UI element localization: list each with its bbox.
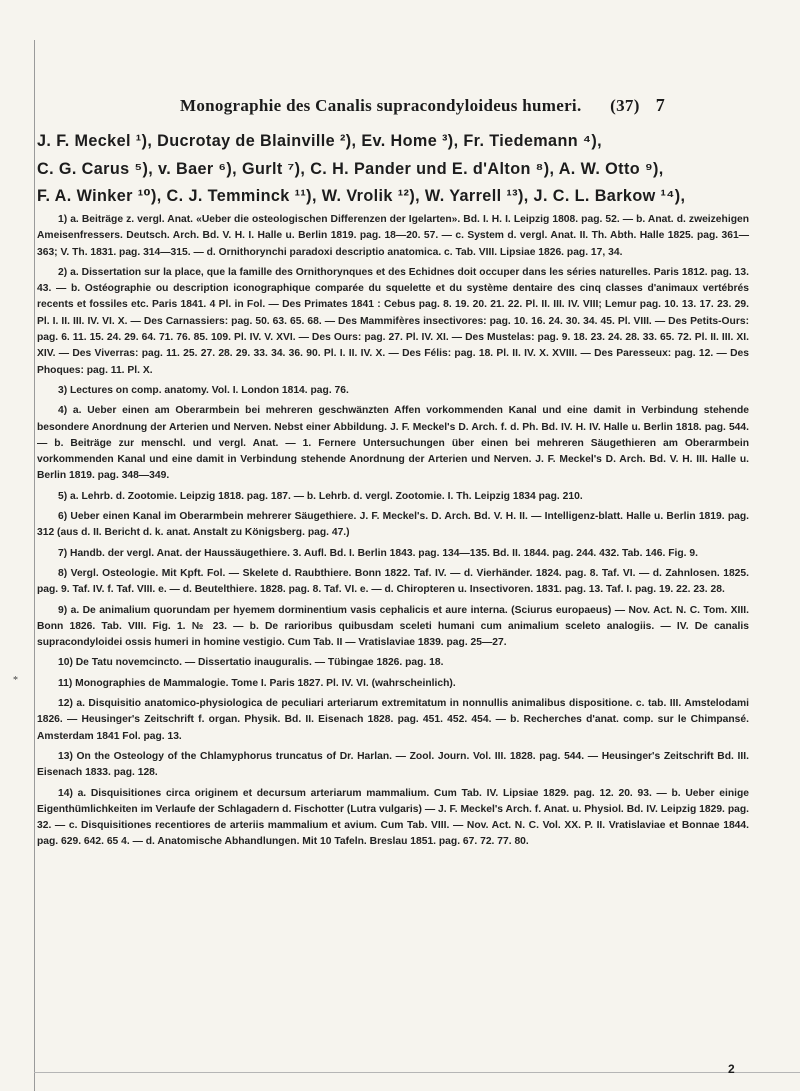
footnote-12: 12) a. Disquisitio anatomico-physiologica de peculiari arteriarum extremitatum in nonnullis animalibus dispositione. c. tab. III. Amstelodami 1826. — Heusinger's Zeitschrift f. organ. Physik. Bd. II. Eisenach 1828. pag. 451. 452. 454. — b. Recherches d'anat. comp. sur le Chimpansé. Amsterdam 1841 Fol. pag. 13. [37, 698, 749, 742]
footnote-1: 1) a. Beiträge z. vergl. Anat. «Ueber die osteologischen Differenzen der Igelarten». Bd. I. H. I. Leipzig 1808. pag. 52. — b. Anat. d. zweizehigen Ameisenfressers. Deutsch. Arch. Bd. V. H. I. Halle u. Berlin 1819. pag. 18—20. 57. — c. System d. vergl. Anat. II. Th. Abth. Halle 1825. pag. 361—363; V. Th. 1831. pag. 314—315. — d. Ornithorynchi paradoxi descriptio anatomica. c. Tab. VIII. Lipsiae 1826. pag. 17, 34. [37, 214, 749, 258]
footnote-3: 3) Lectures on comp. anatomy. Vol. I. London 1814. pag. 76. [58, 384, 349, 396]
signature-mark: 2 [728, 1062, 735, 1076]
footnote-6: 6) Ueber einen Kanal im Oberarmbein mehrerer Säugethiere. J. F. Meckel's. D. Arch. Bd. V. H. II. — Intelligenz-blatt. Halle u. Berlin 1819. pag. 312 (aus d. II. Bericht d. k. anat. Anstalt zu Königsberg. pag. 47.) [37, 511, 749, 539]
footnote-5: 5) a. Lehrb. d. Zootomie. Leipzig 1818. pag. 187. — b. Lehrb. d. vergl. Zootomie. I. Th. Leipzig 1834 pag. 210. [58, 490, 583, 502]
author-line: C. G. Carus ⁵), v. Baer ⁶), Gurlt ⁷), C. H. Pander und E. d'Alton ⁸), A. W. Otto ⁹), [37, 159, 664, 178]
footnote-13: 13) On the Osteology of the Chlamyphorus truncatus of Dr. Harlan. — Zool. Journ. Vol. III. 1828. pag. 544. — Heusinger's Zeitschrift Bd. III. Eisenach 1833. pag. 128. [37, 750, 749, 779]
footnote-8: 8) Vergl. Osteologie. Mit Kpft. Fol. — Skelete d. Raubthiere. Bonn 1822. Taf. IV. — d. Vierhänder. 1824. pag. 8. Taf. VI. — d. Zahnlosen. 1825. pag. 9. Taf. IV. f. Taf. VIII. e. — d. Beutelthiere. 1828. pag. 8. Taf. VI. e. — d. Chiropteren u. Insectivoren. 1831. pag. 13. Taf. I. pag. 19. 22. 23. 28. [37, 567, 749, 596]
footnotes [37, 212, 749, 855]
author-list [37, 128, 749, 211]
footnote-11: 11) Monographies de Mammalogie. Tome I. Paris 1827. Pl. IV. VI. (wahrscheinlich). [58, 677, 456, 689]
margin-mark: * [13, 675, 18, 686]
page-ref: (37) [610, 96, 640, 115]
footnote-2: 2) a. Dissertation sur la place, que la famille des Ornithorynques et des Echidnes doit occuper dans les séries naturelles. Paris 1812. pag. 13. 43. — b. Ostéographie ou description iconographique comparée du squelette et du système dentaire des cinq classes d'animaux vertébrés recents et fossiles etc. Paris 1841. 4 Pl. in Fol. — Des Primates 1841 : Cebus pag. 8. 19. 20. 21. 22. Pl. II. III. IV. VIII; Lemur pag. 10. 13. 17. 23. 29. Pl. I. II. III. IV. VI. X. — Des Carnassiers: pag. 50. 63. 65. 68. — Des Mammifères insectivores: pag. 10. 16. 24. 30. 34. 45. Pl. VIII. — Des Petits-Ours: pag. 6. 11. 15. 24. 29. 64. 71. 76. 85. 109. Pl. IV. V. XVI. — Des Ours: pag. 27. Pl. IV. XI. — Des Mustelas: pag. 9. 18. 23. 24. 28. 33. 65. 72. Pl. II. III. XI. XIV. — Des Viverras: pag. 11. 25. 27. 28. 29. 33. 34. 36. 90. Pl. I. II. IV. X. — Des Félis: pag. 18. Pl. II. IV. X. XVIII. — Des Paresseux: pag. 12. — Des Phoques: pag. 11. Pl. X. [37, 266, 749, 376]
author-line: F. A. Winker ¹⁰), C. J. Temminck ¹¹), W. Vrolik ¹²), W. Yarrell ¹³), J. C. L. Barkow ¹⁴), [37, 187, 686, 205]
footnote-7: 7) Handb. der vergl. Anat. der Haussäugethiere. 3. Aufl. Bd. I. Berlin 1843. pag. 134—135. Bd. II. 1844. pag. 244. 432. Tab. 146. Fig. 9. [58, 547, 698, 559]
binding-edge-line [34, 40, 35, 1091]
author-line: J. F. Meckel ¹), Ducrotay de Blainville ²), Ev. Home ³), Fr. Tiedemann ⁴), [37, 132, 603, 150]
running-header [180, 95, 665, 117]
page-number: 7 [655, 95, 665, 115]
running-title: Monographie des Canalis supracondyloideus humeri. [180, 96, 582, 115]
footnote-9: 9) a. De animalium quorundam per hyemem dorminentium vasis cephalicis et aure interna. (Sciurus europaeus) — Nov. Act. N. C. Tom. XIII. Bonn 1826. Tab. VIII. Fig. 1. № 23. — b. De rarioribus quibusdam sceleti humani cum animalium sceleto analogiis. — IV. De canalis supracondyloidei ossis humeri in homine vestigio. Cum Tab. II — Vratislaviae 1839. pag. 25—27. [37, 604, 749, 649]
footnote-4: 4) a. Ueber einen am Oberarmbein bei mehreren geschwänzten Affen vorkommenden Kanal und eine damit in Verbindung stehende besondere Anordnung der Arterien und Nerven. Nebst einer Abbildung. J. F. Meckel's D. Arch. f. d. Ph. Bd. IV. H. IV. Halle u. Berlin 1818. pag. 544. — b. Beiträge zur menschl. und vergl. Anat. — 1. Fernere Untersuchungen über einen bei mehreren Säugethieren am Oberarmbein vorkommenden Kanal und eine damit in Verbindung stehende Anordnung der Arterien und Nerven. J. F. Meckel's D. Arch. Bd. V. H. III. Halle u. Berlin 1819. pag. 348—349. [37, 405, 749, 482]
page-numbering [610, 95, 665, 116]
footnote-14: 14) a. Disquisitiones circa originem et decursum arteriarum mammalium. Cum Tab. IV. Lipsiae 1829. pag. 12. 20. 93. — b. Ueber einige Eigenthümlichkeiten im Verlaufe der Schlagadern d. Fischotter (Lutra vulgaris) — J. F. Meckel's Arch. f. Anat. u. Physiol. Bd. IV. Leipzig 1829. pag. 32. — c. Disquisitiones recentiores de arteriis mammalium et avium. Cum Tab. VIII. — Nov. Act. N. C. Vol. XX. P. II. Vratislaviae et Bonnae 1844. pag. 629. 642. 65 4. — d. Anatomische Abhandlungen. Mit 10 Tafeln. Breslau 1851. pag. 67. 72. 77. 80. [37, 787, 749, 848]
footnote-10: 10) De Tatu novemcincto. — Dissertatio inauguralis. — Tübingae 1826. pag. 18. [58, 657, 444, 669]
bottom-edge-line [34, 1072, 800, 1073]
